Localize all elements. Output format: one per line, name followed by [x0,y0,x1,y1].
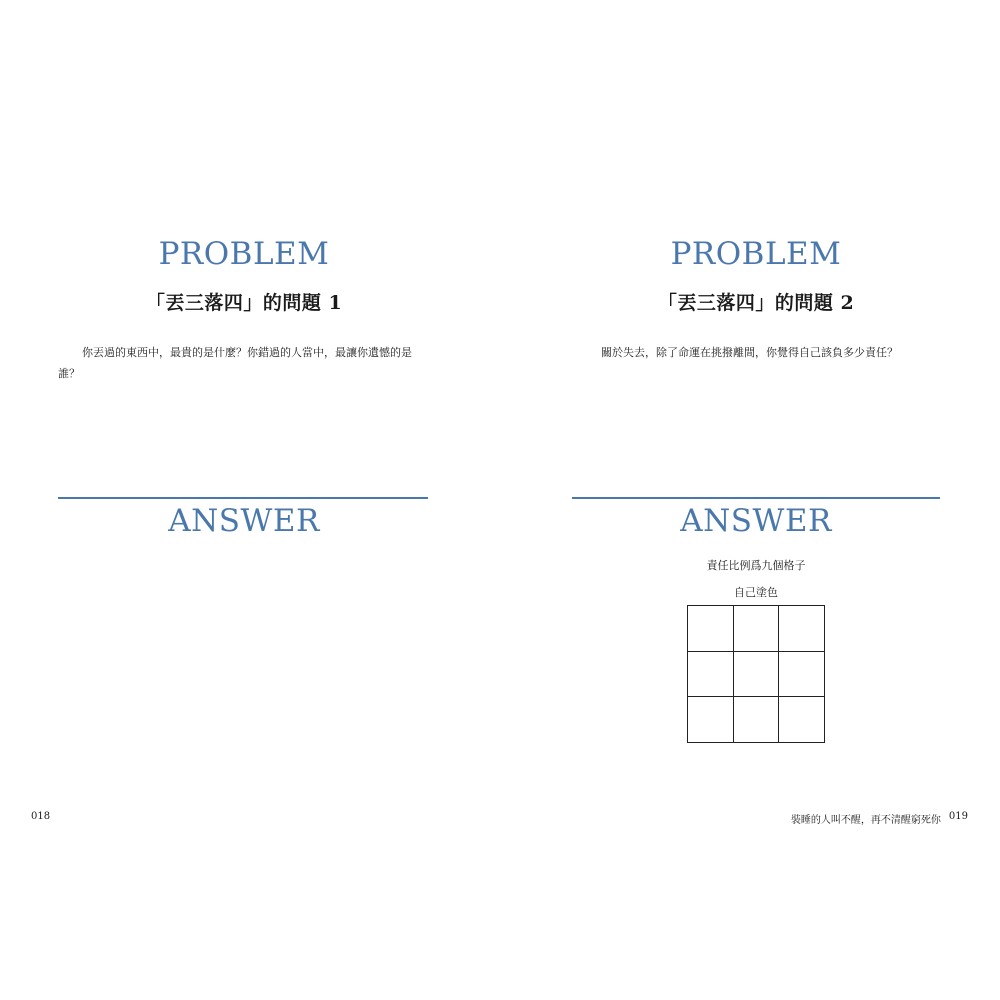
answer-heading: ANSWER [680,503,832,539]
question-text: 你丟過的東西中，最貴的是什麼？你錯過的人當中，最讓你遺憾的是誰？ [58,346,412,380]
responsibility-grid [687,605,825,743]
page-number: 019 [948,811,968,822]
grid-cell[interactable] [688,652,734,698]
grid-cell[interactable] [734,652,780,698]
answer-instruction-2: 自己塗色 [734,586,778,599]
problem-subtitle: 「丟三落四」的問題 2 [657,292,855,314]
answer-heading: ANSWER [168,503,320,539]
grid-cell[interactable] [779,606,825,652]
problem-heading: PROBLEM [158,236,330,272]
problem-subtitle: 「丟三落四」的問題 1 [145,292,343,314]
right-page [500,0,1000,1000]
divider-rule [58,497,428,499]
problem-heading: PROBLEM [670,236,842,272]
grid-cell[interactable] [688,697,734,743]
grid-cell[interactable] [734,697,780,743]
answer-instruction: 責任比例爲九個格子 [706,559,806,572]
page-number: 018 [31,811,51,822]
page-footer [791,811,968,826]
divider-rule [572,497,940,499]
running-title: 裝睡的人叫不醒，再不清醒窮死你 [790,815,941,826]
question-text: 關於失去，除了命運在挑撥離間，你覺得自己該負多少責任？ [601,346,898,359]
grid-cell[interactable] [734,606,780,652]
grid-cell[interactable] [779,652,825,698]
grid-cell[interactable] [779,697,825,743]
grid-cell[interactable] [688,606,734,652]
